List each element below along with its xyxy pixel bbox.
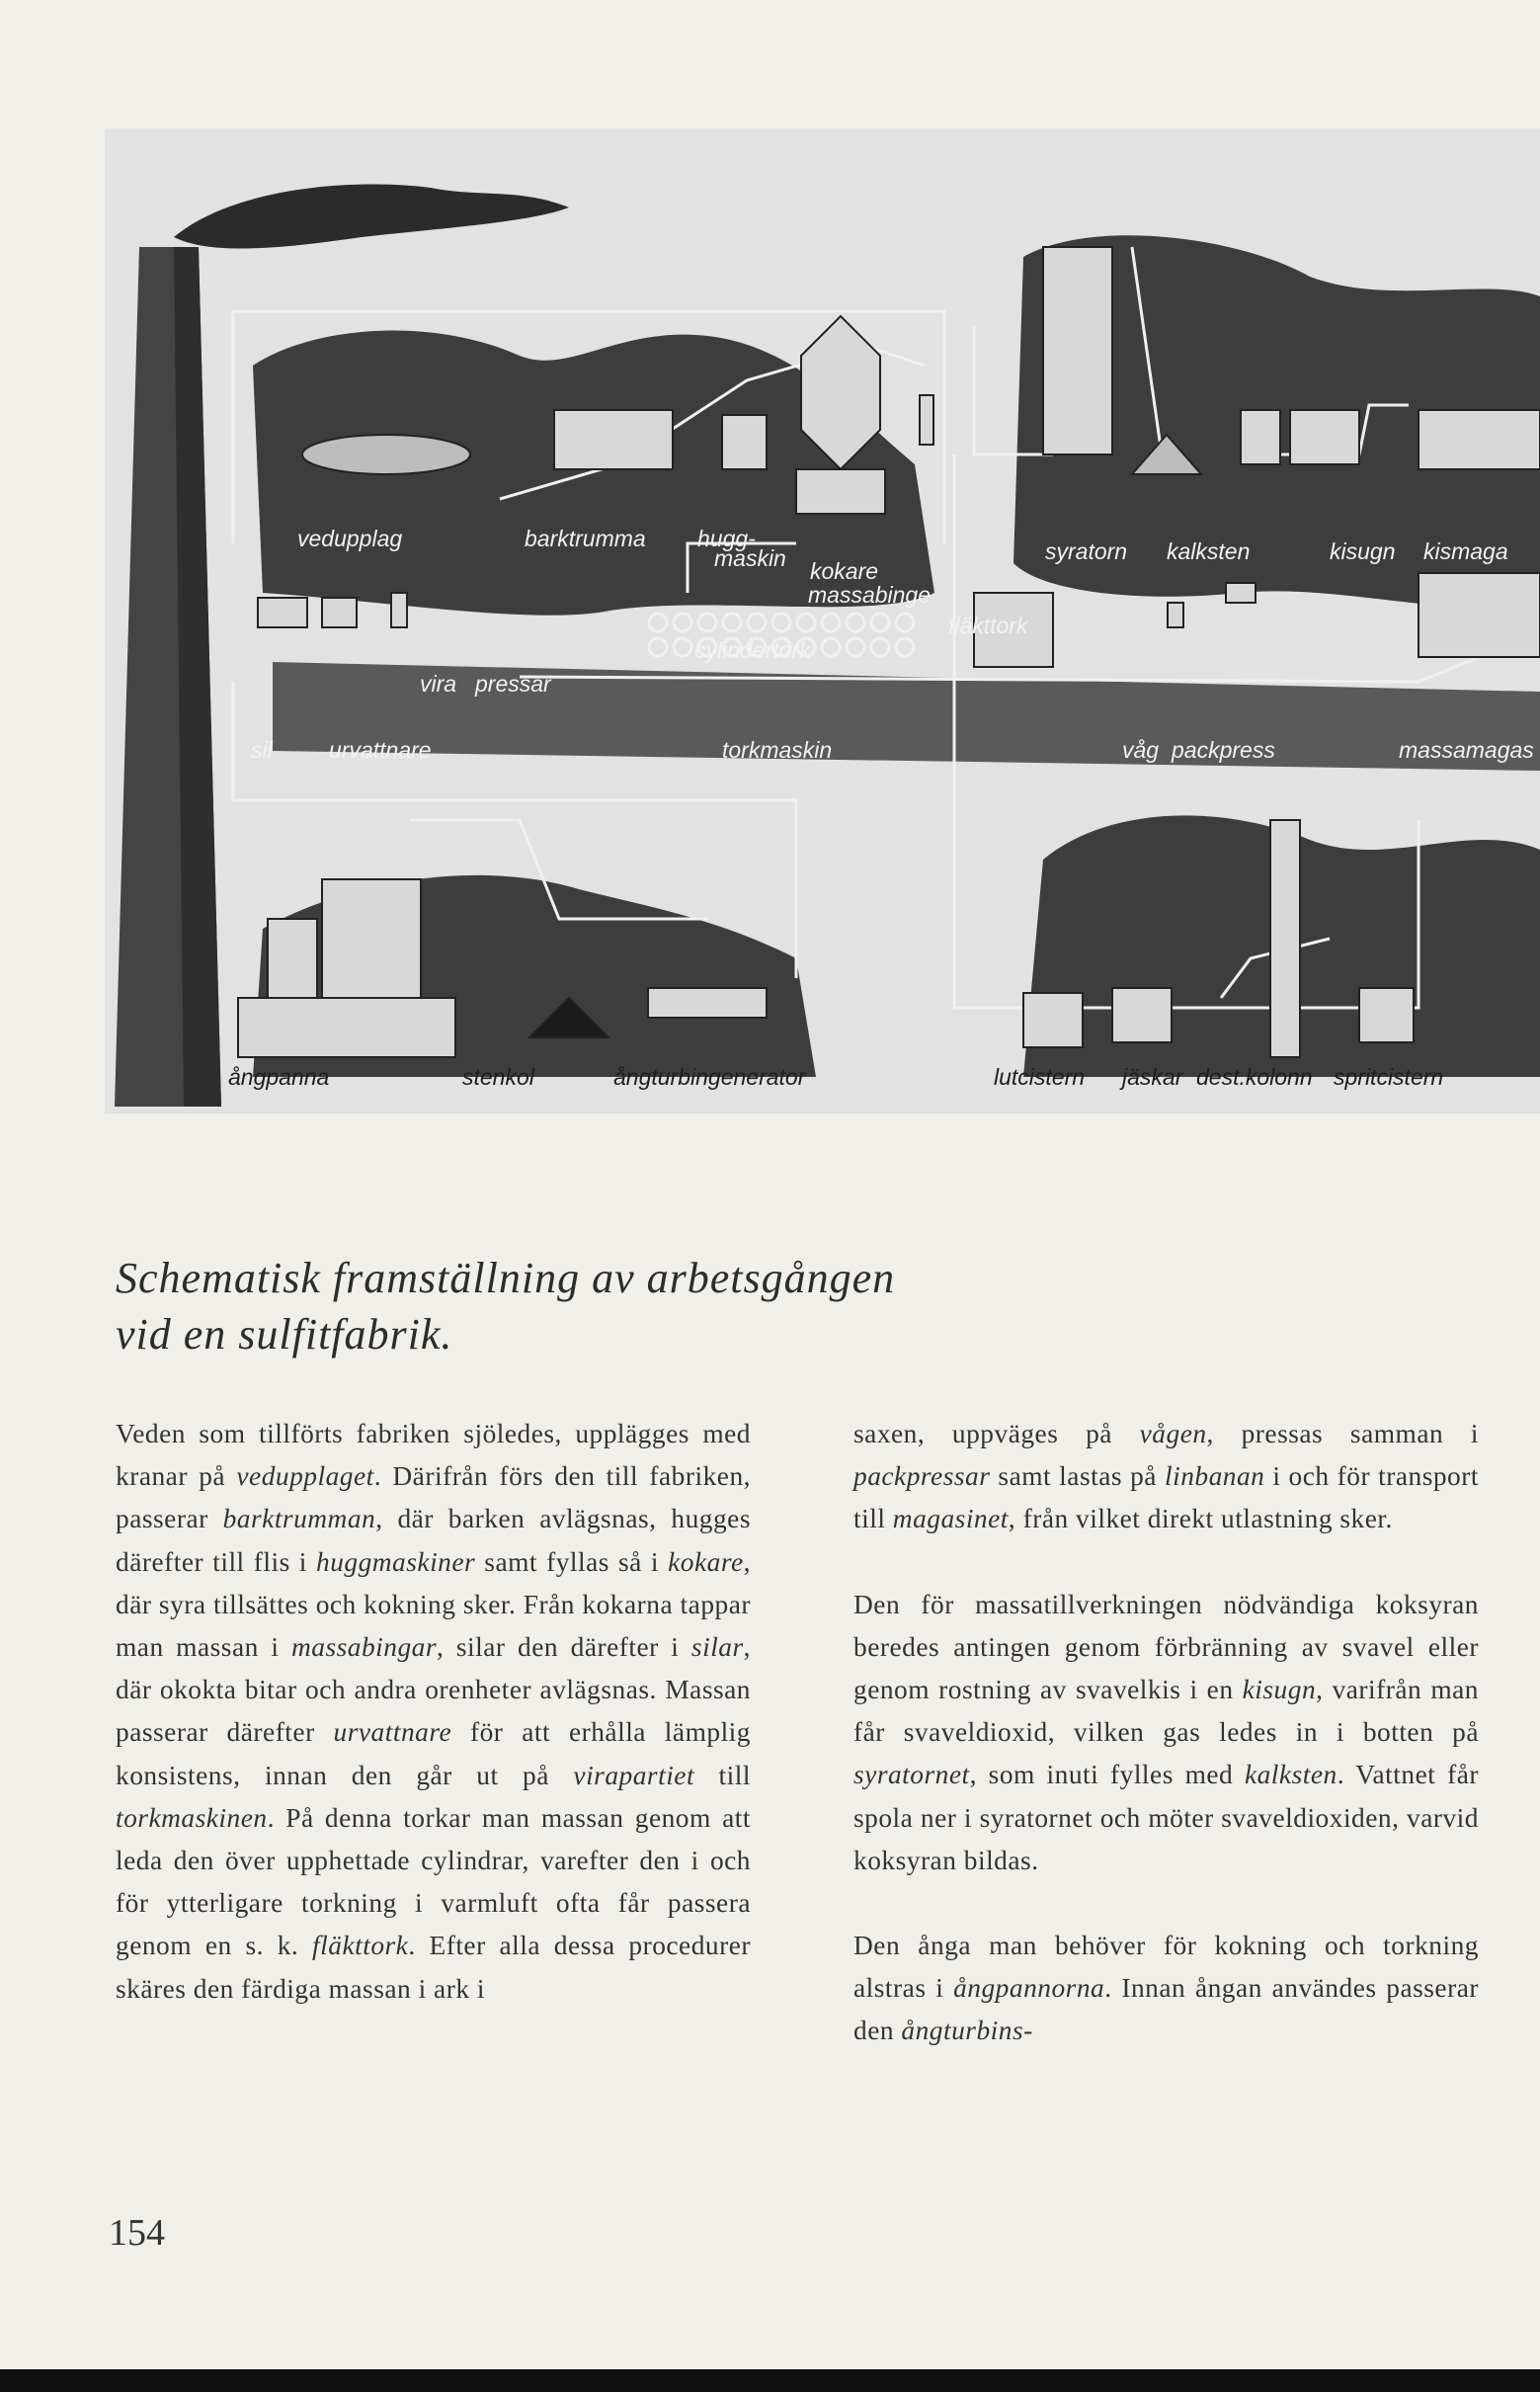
- italic-term: silar: [690, 1632, 744, 1663]
- label-packpress: packpress: [1172, 737, 1275, 763]
- process-diagram: [105, 128, 1540, 1114]
- label-destkolonn: dest.kolonn: [1196, 1064, 1313, 1090]
- italic-term: packpressar: [853, 1461, 991, 1492]
- scan-edge-bar: [0, 2369, 1540, 2392]
- text-run: samt lastas på: [990, 1461, 1165, 1492]
- right-paragraph-3: [853, 1925, 1479, 2053]
- text-run: . På denna torkar man massan genom att leda den över upphettade cylindrar, varefter den i och för ytterligare torkning i varmluft ofta får passera genom en s. k.: [116, 1802, 751, 1961]
- label-vira: vira: [420, 671, 457, 697]
- text-run: saxen, uppväges på: [853, 1419, 1140, 1448]
- italic-term: torkmaskinen: [116, 1802, 268, 1833]
- text-run: Den för massatillverkningen nödvändiga koksyran beredes antingen genom förbränning av svavel eller genom rostning av svavelkis i en: [853, 1589, 1479, 1705]
- text-run: . Därifrån förs den till fabriken, passerar: [116, 1461, 752, 1534]
- italic-term: kokare: [668, 1546, 744, 1577]
- label-kismagasin: kismaga: [1423, 538, 1508, 564]
- text-run: . Vattnet får spola ner i syratornet och möter svaveldioxiden, varvid koksyran bildas.: [853, 1760, 1479, 1875]
- right-paragraph-2: [853, 1584, 1479, 1882]
- label-maskin: maskin: [714, 545, 786, 571]
- label-urvattnare: urvattnare: [329, 737, 432, 763]
- italic-term: syratornet: [853, 1760, 970, 1790]
- text-run: . Innan ångan användes passerar den: [853, 1973, 1479, 2046]
- label-cylindertork: cylindertork: [694, 637, 811, 663]
- label-vedupplag: vedupplag: [297, 526, 403, 551]
- caption-line-2: vid en sulfitfabrik.: [116, 1310, 453, 1359]
- italic-term: kalksten: [1244, 1760, 1337, 1790]
- right-text-column: [853, 1413, 1479, 2096]
- italic-term: huggmaskiner: [316, 1546, 476, 1577]
- label-sil: sil: [251, 737, 273, 763]
- text-run: , från vilket direkt utlastning sker.: [1008, 1504, 1393, 1534]
- text-run: , där okokta bitar och andra orenheter avlägsnas. Massan passerar därefter: [116, 1632, 752, 1748]
- label-syratorn: syratorn: [1045, 538, 1128, 564]
- text-run: , pressas samman i: [1206, 1419, 1480, 1448]
- label-massamagasin: massamagas: [1399, 737, 1534, 763]
- label-torkmaskin: torkmaskin: [722, 737, 833, 763]
- label-spritcistern: spritcistern: [1334, 1064, 1444, 1090]
- text-run: Veden som tillförts fabriken sjöledes, upplägges med kranar på: [116, 1419, 751, 1492]
- italic-term: ångturbins-: [901, 2016, 1033, 2046]
- left-text-column: [116, 1413, 751, 2053]
- text-run: , där syra tillsättes och kokning sker. Från kokarna tappar man massan i: [116, 1546, 751, 1663]
- label-pressar: pressar: [475, 671, 551, 697]
- label-angturbingenerator: ångturbingenerator: [613, 1064, 806, 1090]
- caption-line-1: Schematisk framställning av arbetsgången: [116, 1254, 896, 1302]
- label-stenkol: stenkol: [462, 1064, 534, 1090]
- page-number: 154: [109, 2212, 165, 2254]
- label-kisugn: kisugn: [1330, 538, 1396, 564]
- italic-term: urvattnare: [333, 1717, 452, 1748]
- italic-term: linbanan: [1164, 1461, 1265, 1492]
- italic-term: barktrumman: [222, 1504, 376, 1534]
- italic-term: virapartiet: [573, 1760, 695, 1790]
- italic-term: kisugn: [1242, 1675, 1317, 1705]
- left-paragraph-1: [116, 1413, 751, 2011]
- text-run: för att erhålla lämplig konsistens, innan den går ut på: [116, 1717, 751, 1790]
- label-kalksten: kalksten: [1167, 538, 1251, 564]
- right-paragraph-1: [853, 1413, 1479, 1541]
- text-run: , där barken avlägsnas, hugges därefter till flis i: [116, 1504, 752, 1577]
- process-diagram-svg: [105, 128, 1540, 1114]
- italic-term: vedupplaget: [236, 1461, 374, 1492]
- italic-term: vågen: [1139, 1419, 1207, 1448]
- label-kokare: kokare: [810, 558, 879, 584]
- text-run: , varifrån man får svaveldioxid, vilken gas ledes in i botten på: [853, 1675, 1480, 1748]
- text-run: . Efter alla dessa procedurer skäres den färdiga massan i ark i: [116, 1931, 751, 2004]
- text-run: till: [694, 1760, 751, 1790]
- text-run: , som inuti fylles med: [969, 1760, 1245, 1790]
- label-massabinge: massabinge: [808, 582, 932, 608]
- text-run: , silar den därefter i: [437, 1632, 691, 1663]
- label-flakttork: fläkttork: [948, 613, 1028, 638]
- label-hugg: hugg-: [697, 526, 756, 551]
- italic-term: ångpannorna: [953, 1973, 1105, 2004]
- label-vag: våg: [1122, 737, 1160, 763]
- text-run: i och för transport till: [853, 1461, 1479, 1534]
- italic-term: magasinet: [892, 1504, 1009, 1534]
- label-barktrumma: barktrumma: [525, 526, 646, 551]
- text-run: Den ånga man behöver för kokning och torkning alstras i: [853, 1931, 1479, 2004]
- italic-term: fläkttork: [312, 1931, 409, 1961]
- italic-term: massabingar: [290, 1632, 438, 1663]
- text-run: samt fyllas så i: [475, 1546, 669, 1577]
- label-angpanna: ångpanna: [228, 1064, 330, 1090]
- figure-caption: [116, 1250, 1202, 1362]
- label-lutcistern: lutcistern: [994, 1064, 1086, 1090]
- label-jaskar: jäskar: [1122, 1064, 1183, 1090]
